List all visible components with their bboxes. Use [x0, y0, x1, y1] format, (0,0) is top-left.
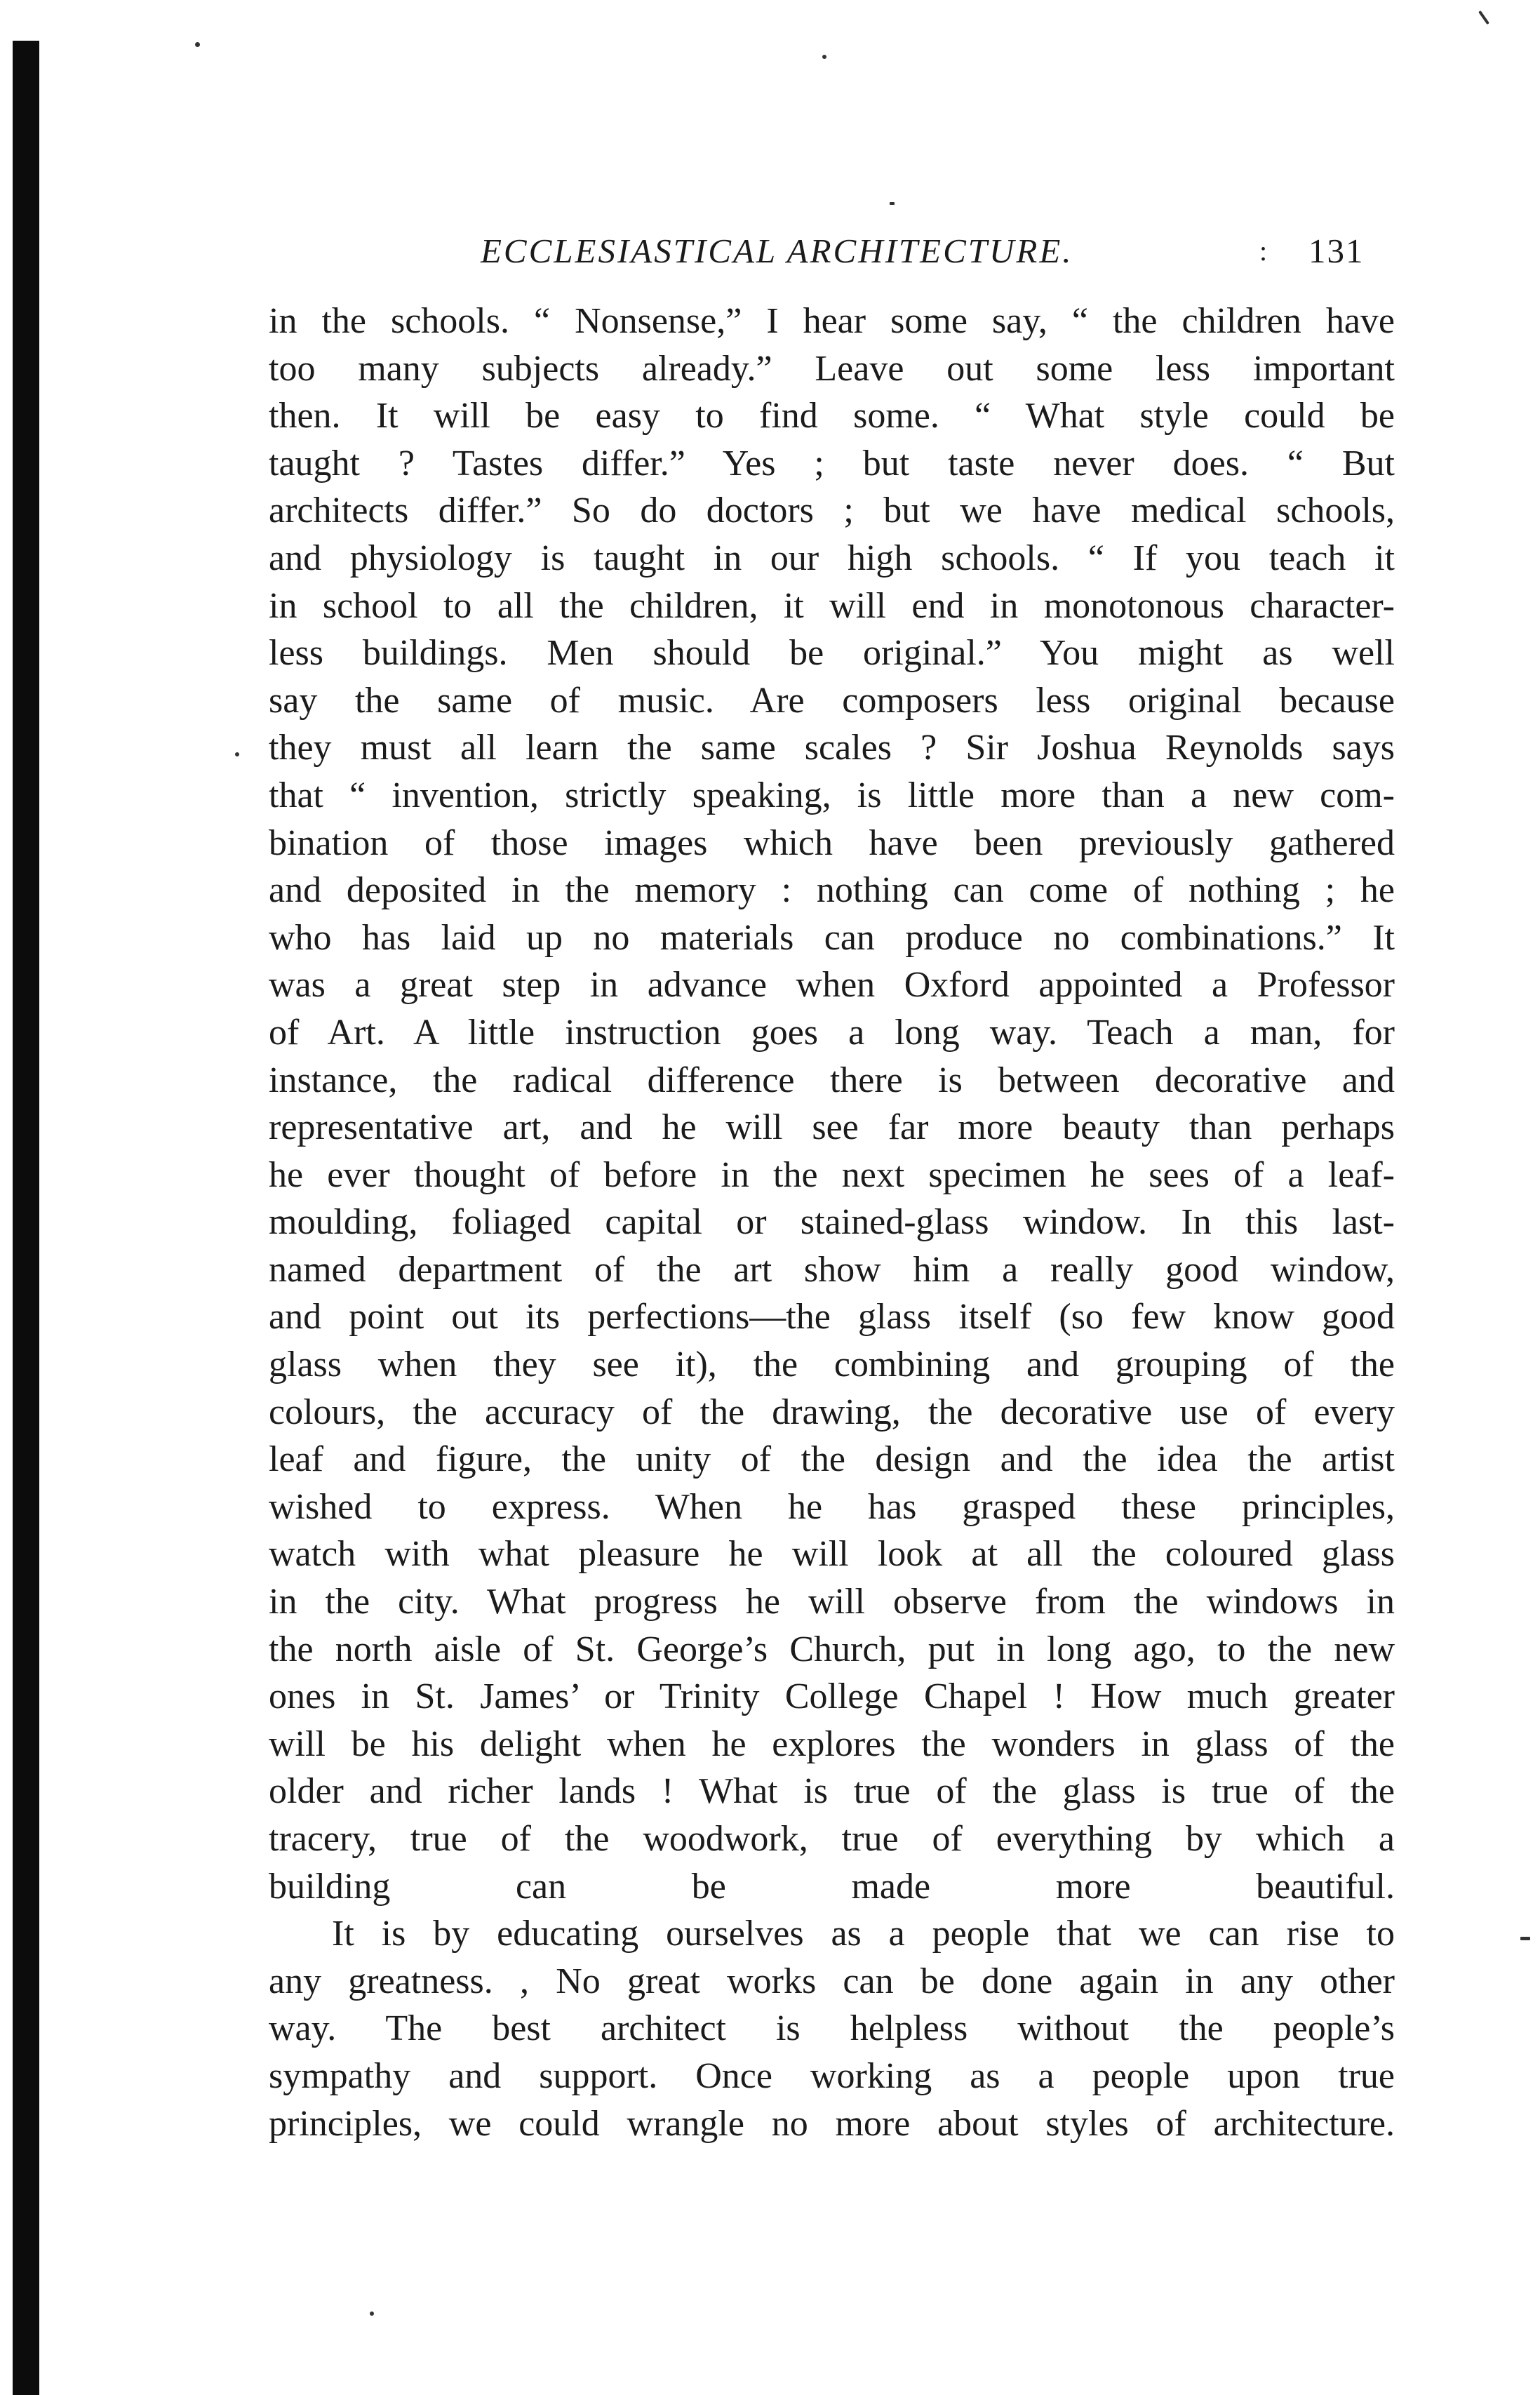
text-line: ones in St. James’ or Trinity College Chapel ! How much greater [269, 1676, 1395, 1717]
text-line: that “ invention, strictly speaking, is little more than a new com- [269, 775, 1395, 815]
text-line: say the same of music. Are composers less original because [269, 680, 1395, 721]
text-line: principles, we could wrangle no more about styles of architecture. [269, 2103, 1395, 2144]
text-line: leaf and figure, the unity of the design and the idea the artist [269, 1439, 1395, 1480]
text-line: and point out its perfections—the glass itself (so few know good [269, 1297, 1395, 1337]
text-line: less buildings. Men should be original.” You might as well [269, 633, 1395, 674]
text-line: in the city. What progress he will observe from the windows in [269, 1582, 1395, 1622]
text-line: glass when they see it), the combining and grouping of the [269, 1345, 1395, 1385]
running-head-separator: : [1259, 235, 1268, 267]
text-line: bination of those images which have been previously gathered [269, 822, 1395, 863]
speck-mark [370, 2311, 374, 2316]
text-line: they must all learn the same scales ? Sir Joshua Reynolds says [269, 728, 1395, 768]
speck-mark [195, 42, 200, 47]
text-line: the north aisle of St. George’s Church, put in long ago, to the new [269, 1629, 1395, 1669]
text-line: and deposited in the memory : nothing can come of nothing ; he [269, 870, 1395, 911]
text-line: of Art. A little instruction goes a long way. Teach a man, for [269, 1012, 1395, 1053]
text-line: in school to all the children, it will end in monotonous character- [269, 585, 1395, 626]
text-line: taught ? Tastes differ.” Yes ; but taste never does. “ But [269, 443, 1395, 483]
text-line: any greatness. , No great works can be done again in any other [269, 1961, 1395, 2001]
running-head-title: ECCLESIASTICAL ARCHITECTURE. [481, 232, 1073, 270]
text-line: moulding, foliaged capital or stained-glass window. In this last- [269, 1202, 1395, 1243]
body-text [269, 298, 1395, 2147]
page-number: 131 [1308, 232, 1365, 270]
speck-mark [235, 752, 239, 756]
text-line: he ever thought of before in the next specimen he sees of a leaf- [269, 1154, 1395, 1195]
text-line: architects differ.” So do doctors ; but we have medical schools, [269, 491, 1395, 531]
speck-mark [822, 55, 826, 59]
text-line: will be his delight when he explores the wonders in glass of the [269, 1723, 1395, 1764]
speck-mark [890, 202, 895, 205]
text-line: wished to express. When he has grasped these principles, [269, 1486, 1395, 1527]
text-line: who has laid up no materials can produce no combinations.” It [269, 917, 1395, 958]
text-line: building can be made more beautiful. [269, 1866, 1395, 1907]
text-line: then. It will be easy to find some. “ What style could be [269, 396, 1395, 436]
paragraph [269, 1910, 1395, 2147]
running-head [270, 223, 1400, 279]
text-line: was a great step in advance when Oxford appointed a Professor [269, 965, 1395, 1006]
text-line: representative art, and he will see far more beauty than perhaps [269, 1107, 1395, 1148]
text-line: and physiology is taught in our high schools. “ If you teach it [269, 538, 1395, 578]
text-line: older and richer lands ! What is true of the glass is true of the [269, 1771, 1395, 1812]
text-line: It is by educating ourselves as a people that we can rise to [332, 1914, 1395, 1954]
speck-mark [1520, 1937, 1530, 1940]
text-line: instance, the radical difference there is between decorative and [269, 1060, 1395, 1100]
text-line: in the schools. “ Nonsense,” I hear some say, “ the children have [269, 301, 1395, 341]
text-line: too many subjects already.” Leave out some less important [269, 348, 1395, 389]
paragraph [269, 298, 1395, 1910]
binding-edge [13, 41, 39, 2395]
text-line: colours, the accuracy of the drawing, the decorative use of every [269, 1392, 1395, 1432]
text-line: named department of the art show him a really good window, [269, 1249, 1395, 1290]
text-line: way. The best architect is helpless without the people’s [269, 2008, 1395, 2049]
text-line: sympathy and support. Once working as a people upon true [269, 2055, 1395, 2096]
text-line: tracery, true of the woodwork, true of everything by which a [269, 1819, 1395, 1859]
speck-mark [1478, 11, 1489, 25]
text-line: watch with what pleasure he will look at all the coloured glass [269, 1534, 1395, 1575]
